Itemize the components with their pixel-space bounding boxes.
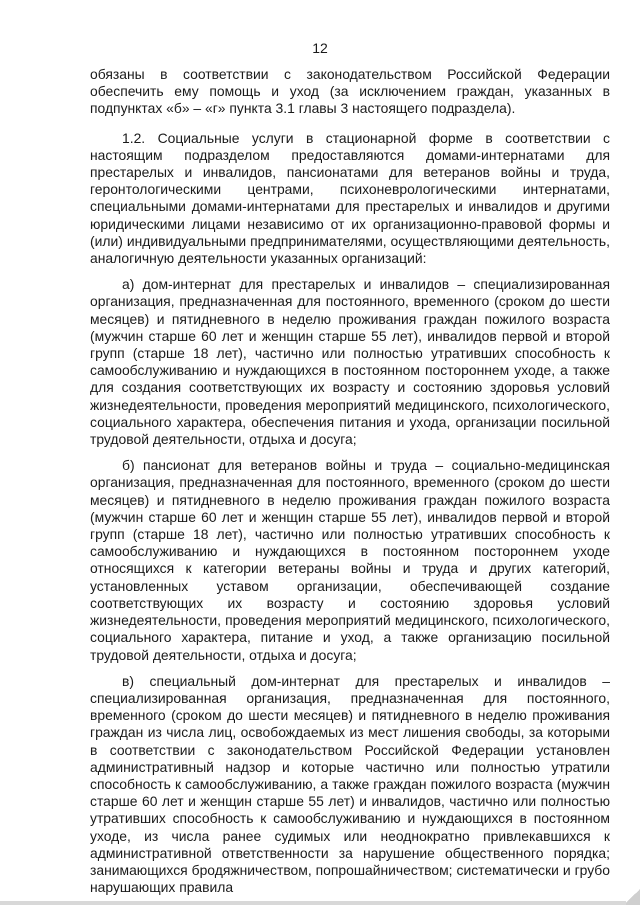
document-body — [90, 66, 610, 905]
paragraph-section-1-2: 1.2. Социальные услуги в стационарной форме в соответствии с настоящим подразделом предоставляются домами-интернатами для престарелых и инвалидов, пансионатами для ветеранов войны и труда, геронтологическими центрами, психоневрологическими интернатами, специальными домами-интернатами для престарелых и инвалидов и другими юридическими лицами независимо от их организационно-правовой формы и (или) индивидуальными предпринимателями, осуществляющими деятельность, аналогичную деятельности указанных организаций: — [90, 129, 610, 267]
paragraph-item-b: б) пансионат для ветеранов войны и труда – социально-медицинская организация, предназначенная для постоянного, временного (сроком до шести месяцев) и пятидневного в неделю проживания граждан пожилого возраста (мужчин старше 60 лет и женщин старше 55 лет), инвалидов первой и второй групп (старше 18 лет), частично или полностью утративших способность к самообслуживанию и нуждающихся в постоянном постороннем уходе относящихся к категории ветераны войны и труда и других категорий, установленных уставом организации, обеспечивающей создание соответствующих их возрасту и состоянию здоровья условий жизнедеятельности, проведения мероприятий медицинского, психологического, социального характера, питание и уход, а также организацию посильной трудовой деятельности, отдыха и досуга; — [90, 457, 610, 663]
paragraph-item-v: в) специальный дом-интернат для престарелых и инвалидов – специализированная организация, предназначенная для постоянного, временного (сроком до шести месяцев) и пятидневного в неделю проживания граждан из числа лиц, освобождаемых из мест лишения свободы, за которыми в соответствии с законодательством Российской Федерации установлен административный надзор и которые частично или полностью утратили способность к самообслуживанию, а также граждан пожилого возраста (мужчин старше 60 лет и женщин старше 55 лет) и инвалидов, частично или полностью утративших способность к самообслуживанию и нуждающихся в постоянном уходе, из числа ранее судимых или неоднократно привлекавшихся к административной ответственности за нарушение общественного порядка; занимающихся бродяжничеством, попрошайничеством; систематически и грубо нарушающих правила — [90, 672, 610, 896]
scan-bottom-edge — [0, 901, 640, 905]
paragraph-item-a: а) дом-интернат для престарелых и инвалидов – специализированная организация, предназначенная для постоянного, временного (сроком до шести месяцев) и пятидневного в неделю проживания граждан пожилого возраста (мужчин старше 60 лет и женщин старше 55 лет), инвалидов первой и второй групп (старше 18 лет), частично или полностью утративших способность к самообслуживанию и нуждающихся в постоянном постороннем уходе, а также для создания соответствующих их возрасту и состоянию здоровья условий жизнедеятельности, проведения мероприятий медицинского, психологического, социального характера, обеспечения питания и ухода, организации посильной трудовой деятельности, отдыха и досуга; — [90, 276, 610, 448]
page-number: 12 — [312, 40, 328, 56]
scan-corner — [626, 887, 640, 905]
paragraph-continuation: обязаны в соответствии с законодательством Российской Федерации обеспечить ему помощь и уход (за исключением граждан, указанных в подпунктах «б» – «г» пункта 3.1 главы 3 настоящего подраздела). — [90, 66, 610, 117]
